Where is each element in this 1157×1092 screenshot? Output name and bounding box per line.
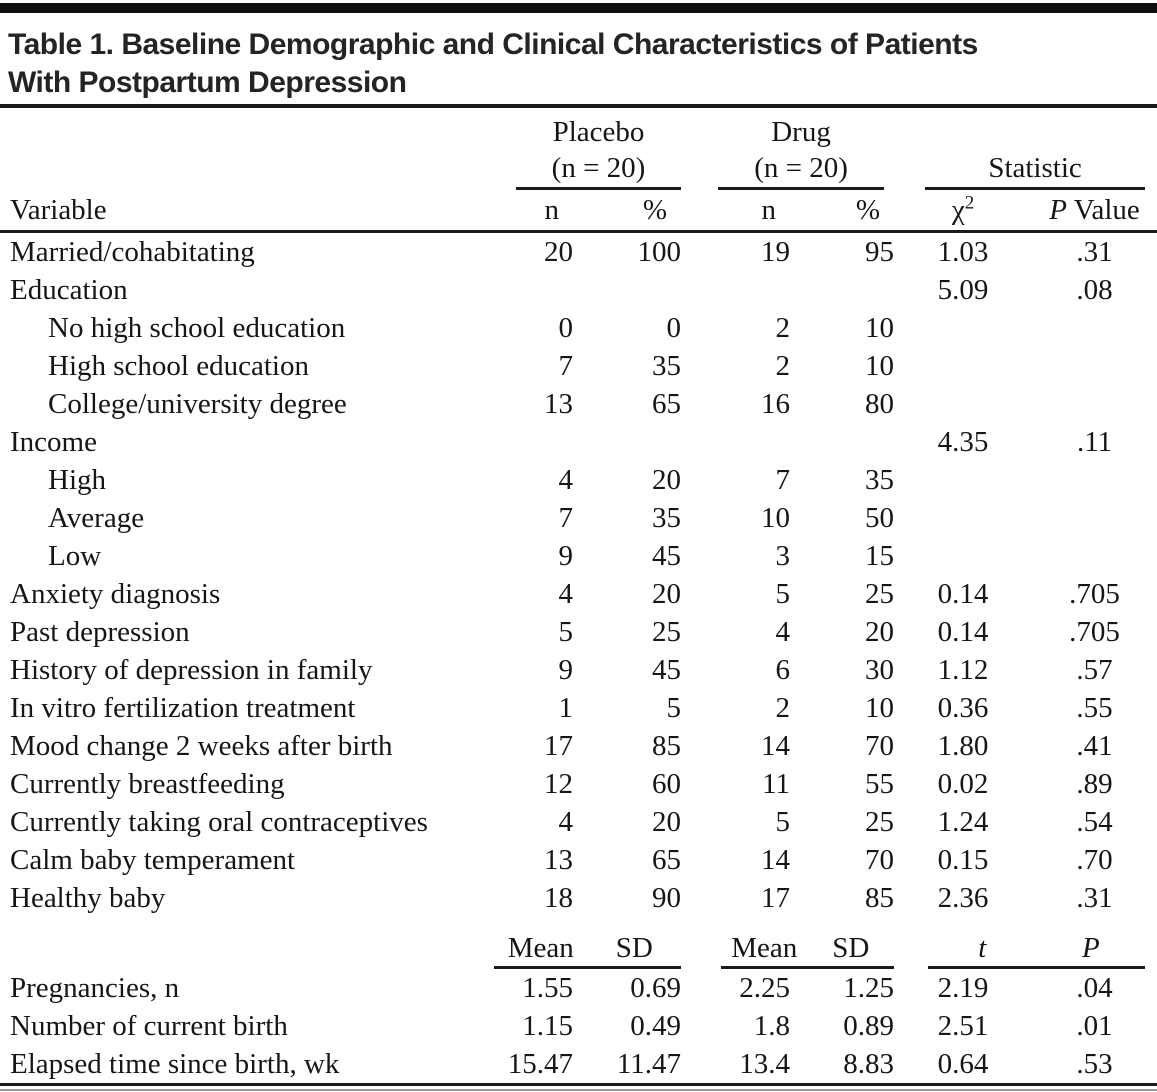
table-title-line-2: With Postpartum Depression — [8, 66, 407, 99]
drug-group-header — [681, 108, 894, 190]
cell-placebo_n: 9 — [558, 654, 573, 686]
drug-pct-header: % — [790, 190, 894, 232]
cell-placebo_pct: 100 — [637, 236, 682, 268]
cell-drug_n: 19 — [761, 236, 791, 268]
cell-label: Elapsed time since birth, wk — [10, 1048, 340, 1080]
cell-drug_pct: 85 — [865, 882, 895, 914]
table-row — [0, 765, 1157, 803]
demographics-table — [0, 108, 1157, 1086]
cell-drug_pct: 25 — [865, 806, 895, 838]
cell-label: Calm baby temperament — [10, 844, 296, 876]
cell-placebo_pct — [573, 271, 681, 309]
cell-stat: 2.51 — [937, 1010, 989, 1042]
cell-p: .54 — [1076, 806, 1113, 838]
p-italic: P — [1049, 194, 1068, 226]
cell-drug_n: 6 — [775, 654, 791, 686]
cell-p — [1032, 461, 1157, 499]
cell-placebo_n: 4 — [558, 806, 573, 838]
cell-placebo_n: 4 — [558, 578, 573, 610]
cell-drug_pct: 30 — [865, 654, 895, 686]
cell-placebo_n: 20 — [544, 236, 573, 268]
cell-placebo_pct: 0 — [666, 312, 682, 344]
p-value-rest: Value — [1067, 194, 1140, 226]
cell-p: .53 — [1076, 1048, 1113, 1080]
cell-drug_n: 17 — [761, 882, 791, 914]
categorical-rows — [0, 232, 1157, 918]
p-statistic-header: P — [1081, 932, 1100, 964]
cell-placebo_n: 7 — [558, 350, 573, 382]
placebo-group-label: Placebo — [552, 116, 645, 148]
cell-label: Married/cohabitating — [10, 236, 255, 268]
cell-drug_pct: 95 — [865, 236, 895, 268]
cell-placebo_pct: 85 — [652, 730, 682, 762]
cell-placebo_n: 17 — [544, 730, 573, 762]
chi-superscript: 2 — [964, 192, 975, 214]
cell-drug_pct: 70 — [865, 844, 895, 876]
cell-drug_n: 7 — [775, 464, 791, 496]
table-row — [0, 309, 1157, 347]
table-row — [0, 575, 1157, 613]
cell-drug_n: 5 — [775, 806, 791, 838]
cell-stat: 1.12 — [937, 654, 989, 686]
cell-label: Healthy baby — [10, 882, 166, 914]
column-header-row — [0, 190, 1157, 232]
cell-label: History of depression in family — [10, 654, 373, 686]
table-title — [0, 13, 1157, 104]
mean-sd-drug-header — [681, 917, 894, 969]
cell-drug_pct — [790, 271, 894, 309]
cell-stat: 0.02 — [937, 768, 989, 800]
cell-label: Mood change 2 weeks after birth — [10, 730, 393, 762]
cell-drug_mean: 1.8 — [753, 1010, 791, 1042]
cell-p: .57 — [1076, 654, 1113, 686]
table-row — [0, 879, 1157, 917]
cell-drug_n: 5 — [775, 578, 791, 610]
cell-placebo_pct: 65 — [652, 844, 682, 876]
drug-group-n: (n = 20) — [754, 152, 848, 184]
cell-p: .04 — [1076, 972, 1113, 1004]
cell-label: Pregnancies, n — [10, 972, 180, 1004]
cell-placebo_pct: 60 — [652, 768, 682, 800]
cell-drug_mean: 2.25 — [739, 972, 791, 1004]
cell-p: .31 — [1076, 236, 1113, 268]
cell-p: .41 — [1076, 730, 1113, 762]
cell-drug_n: 2 — [775, 312, 791, 344]
table-row — [0, 841, 1157, 879]
cell-placebo_pct: 5 — [666, 692, 682, 724]
subheader-spacer — [0, 917, 460, 969]
cell-drug_n — [681, 423, 790, 461]
cell-drug_pct: 10 — [865, 312, 895, 344]
cell-p — [1032, 499, 1157, 537]
cell-label: Number of current birth — [10, 1010, 288, 1042]
cell-placebo_n: 1 — [558, 692, 573, 724]
cell-placebo_n: 4 — [558, 464, 573, 496]
drug-mean-header: Mean — [731, 932, 798, 964]
table-row — [0, 347, 1157, 385]
drug-sd-header: SD — [832, 932, 870, 964]
cell-stat: 0.64 — [937, 1048, 989, 1080]
cell-label: High school education — [48, 350, 309, 382]
drug-group-label: Drug — [771, 116, 831, 148]
table-row — [0, 803, 1157, 841]
table-row — [0, 1045, 1157, 1085]
cell-label: No high school education — [48, 312, 346, 344]
cell-placebo_n: 9 — [558, 540, 573, 572]
cell-placebo_n — [460, 423, 573, 461]
cell-label: Anxiety diagnosis — [10, 578, 221, 610]
placebo-group-n: (n = 20) — [551, 152, 646, 184]
cell-p: .705 — [1069, 578, 1120, 610]
table-row — [0, 537, 1157, 575]
continuous-subheader — [0, 917, 1157, 969]
cell-placebo_pct: 35 — [652, 502, 682, 534]
chi-square-header — [894, 190, 1032, 232]
cell-placebo_n: 7 — [558, 502, 573, 534]
page-root — [0, 3, 1157, 1092]
cell-placebo_sd: 0.49 — [630, 1010, 682, 1042]
cell-label: Education — [10, 274, 128, 306]
cell-label: Income — [10, 426, 97, 458]
statistic-group-header — [894, 108, 1157, 190]
cell-stat — [894, 461, 1032, 499]
placebo-n-header: n — [460, 190, 573, 232]
cell-label: Past depression — [10, 616, 190, 648]
table-row — [0, 232, 1157, 272]
cell-stat: 0.15 — [937, 844, 989, 876]
cell-drug_pct: 25 — [865, 578, 895, 610]
group-header-spacer — [0, 108, 460, 190]
cell-stat: 5.09 — [937, 274, 989, 306]
cell-placebo_sd: 0.69 — [630, 972, 682, 1004]
cell-placebo_mean: 1.55 — [522, 972, 573, 1004]
mean-sd-placebo-header — [460, 917, 681, 969]
table-row — [0, 1007, 1157, 1045]
cell-stat: 4.35 — [937, 426, 989, 458]
cell-p: .705 — [1069, 616, 1120, 648]
placebo-group-header — [460, 108, 681, 190]
cell-drug_n: 11 — [762, 768, 791, 800]
table-row — [0, 689, 1157, 727]
top-bar — [0, 3, 1157, 13]
table-title-line-1: Table 1. Baseline Demographic and Clinical Characteristics of Patients — [8, 28, 978, 61]
cell-placebo_pct: 90 — [652, 882, 682, 914]
cell-p — [1032, 309, 1157, 347]
cell-stat: 0.36 — [937, 692, 989, 724]
cell-drug_n: 4 — [775, 616, 791, 648]
cell-drug_pct: 70 — [865, 730, 895, 762]
cell-drug_n: 3 — [775, 540, 791, 572]
cell-drug_sd: 8.83 — [843, 1048, 895, 1080]
cell-stat: 1.80 — [937, 730, 989, 762]
cell-drug_n: 14 — [761, 844, 791, 876]
cell-placebo_n: 5 — [558, 616, 573, 648]
cell-stat — [894, 537, 1032, 575]
drug-n-header: n — [681, 190, 790, 232]
table-row — [0, 271, 1157, 309]
cell-label: Currently breastfeeding — [10, 768, 285, 800]
cell-p — [1032, 385, 1157, 423]
table-row — [0, 727, 1157, 765]
cell-label: In vitro fertilization treatment — [10, 692, 356, 724]
t-p-header — [894, 917, 1157, 969]
cell-placebo_pct: 20 — [652, 806, 682, 838]
cell-drug_pct: 35 — [865, 464, 895, 496]
cell-drug_pct: 10 — [865, 692, 895, 724]
cell-p: .89 — [1076, 768, 1113, 800]
cell-drug_n: 2 — [775, 350, 791, 382]
cell-placebo_n: 13 — [544, 844, 573, 876]
table-row — [0, 385, 1157, 423]
cell-placebo_n: 18 — [544, 882, 573, 914]
group-header-row — [0, 108, 1157, 190]
cell-placebo_n: 0 — [558, 312, 573, 344]
placebo-mean-header: Mean — [507, 932, 574, 964]
cell-p: .55 — [1076, 692, 1113, 724]
cell-drug_sd: 1.25 — [843, 972, 895, 1004]
placebo-sd-header: SD — [615, 932, 653, 964]
cell-placebo_pct — [573, 423, 681, 461]
cell-label: College/university degree — [48, 388, 347, 420]
cell-stat: 0.14 — [937, 616, 989, 648]
cell-drug_n: 14 — [761, 730, 791, 762]
cell-placebo_pct: 35 — [652, 350, 682, 382]
bottom-thin-rule — [0, 1089, 1157, 1091]
cell-stat: 1.24 — [937, 806, 989, 838]
cell-drug_n — [681, 271, 790, 309]
continuous-subheader-row — [0, 917, 1157, 969]
cell-stat — [894, 309, 1032, 347]
table-row — [0, 651, 1157, 689]
cell-p: .70 — [1076, 844, 1113, 876]
cell-placebo_mean: 1.15 — [522, 1010, 573, 1042]
cell-p: .31 — [1076, 882, 1113, 914]
cell-placebo_n: 13 — [544, 388, 573, 420]
cell-stat — [894, 385, 1032, 423]
chi-symbol: χ — [951, 194, 965, 226]
cell-stat: 0.14 — [937, 578, 989, 610]
table-row — [0, 499, 1157, 537]
cell-placebo_sd: 11.47 — [616, 1048, 682, 1080]
cell-drug_pct: 80 — [865, 388, 895, 420]
table-row — [0, 461, 1157, 499]
cell-p — [1032, 347, 1157, 385]
table-row — [0, 423, 1157, 461]
cell-stat: 2.36 — [937, 882, 989, 914]
cell-drug_pct: 10 — [865, 350, 895, 382]
continuous-rows — [0, 969, 1157, 1085]
cell-stat: 2.19 — [937, 972, 989, 1004]
cell-drug_pct: 50 — [865, 502, 895, 534]
cell-label: Currently taking oral contraceptives — [10, 806, 428, 838]
placebo-pct-header: % — [573, 190, 681, 232]
cell-placebo_pct: 45 — [652, 654, 682, 686]
cell-placebo_n — [460, 271, 573, 309]
table-row — [0, 969, 1157, 1007]
p-value-header — [1032, 190, 1157, 232]
cell-drug_pct: 15 — [865, 540, 895, 572]
cell-drug_pct — [790, 423, 894, 461]
cell-drug_n: 16 — [761, 388, 791, 420]
cell-p: .01 — [1076, 1010, 1113, 1042]
cell-placebo_pct: 65 — [652, 388, 682, 420]
table-row — [0, 613, 1157, 651]
cell-drug_n: 10 — [761, 502, 791, 534]
cell-stat — [894, 499, 1032, 537]
cell-placebo_pct: 20 — [652, 464, 682, 496]
cell-placebo_pct: 20 — [652, 578, 682, 610]
cell-p: .11 — [1076, 426, 1113, 458]
cell-drug_n: 2 — [775, 692, 791, 724]
cell-drug_sd: 0.89 — [843, 1010, 895, 1042]
cell-placebo_pct: 45 — [652, 540, 682, 572]
cell-label: Low — [48, 540, 102, 572]
cell-placebo_pct: 25 — [652, 616, 682, 648]
statistic-group-label: Statistic — [988, 152, 1082, 184]
cell-stat: 1.03 — [937, 236, 989, 268]
variable-column-header: Variable — [0, 190, 460, 232]
cell-label: Average — [48, 502, 145, 534]
t-statistic-header: t — [978, 932, 987, 964]
cell-placebo_n: 12 — [544, 768, 573, 800]
cell-drug_pct: 20 — [865, 616, 895, 648]
cell-label: High — [48, 464, 106, 496]
cell-drug_mean: 13.4 — [739, 1048, 791, 1080]
cell-stat — [894, 347, 1032, 385]
cell-drug_pct: 55 — [865, 768, 895, 800]
cell-p: .08 — [1076, 274, 1113, 306]
cell-p — [1032, 537, 1157, 575]
cell-placebo_mean: 15.47 — [507, 1048, 573, 1080]
